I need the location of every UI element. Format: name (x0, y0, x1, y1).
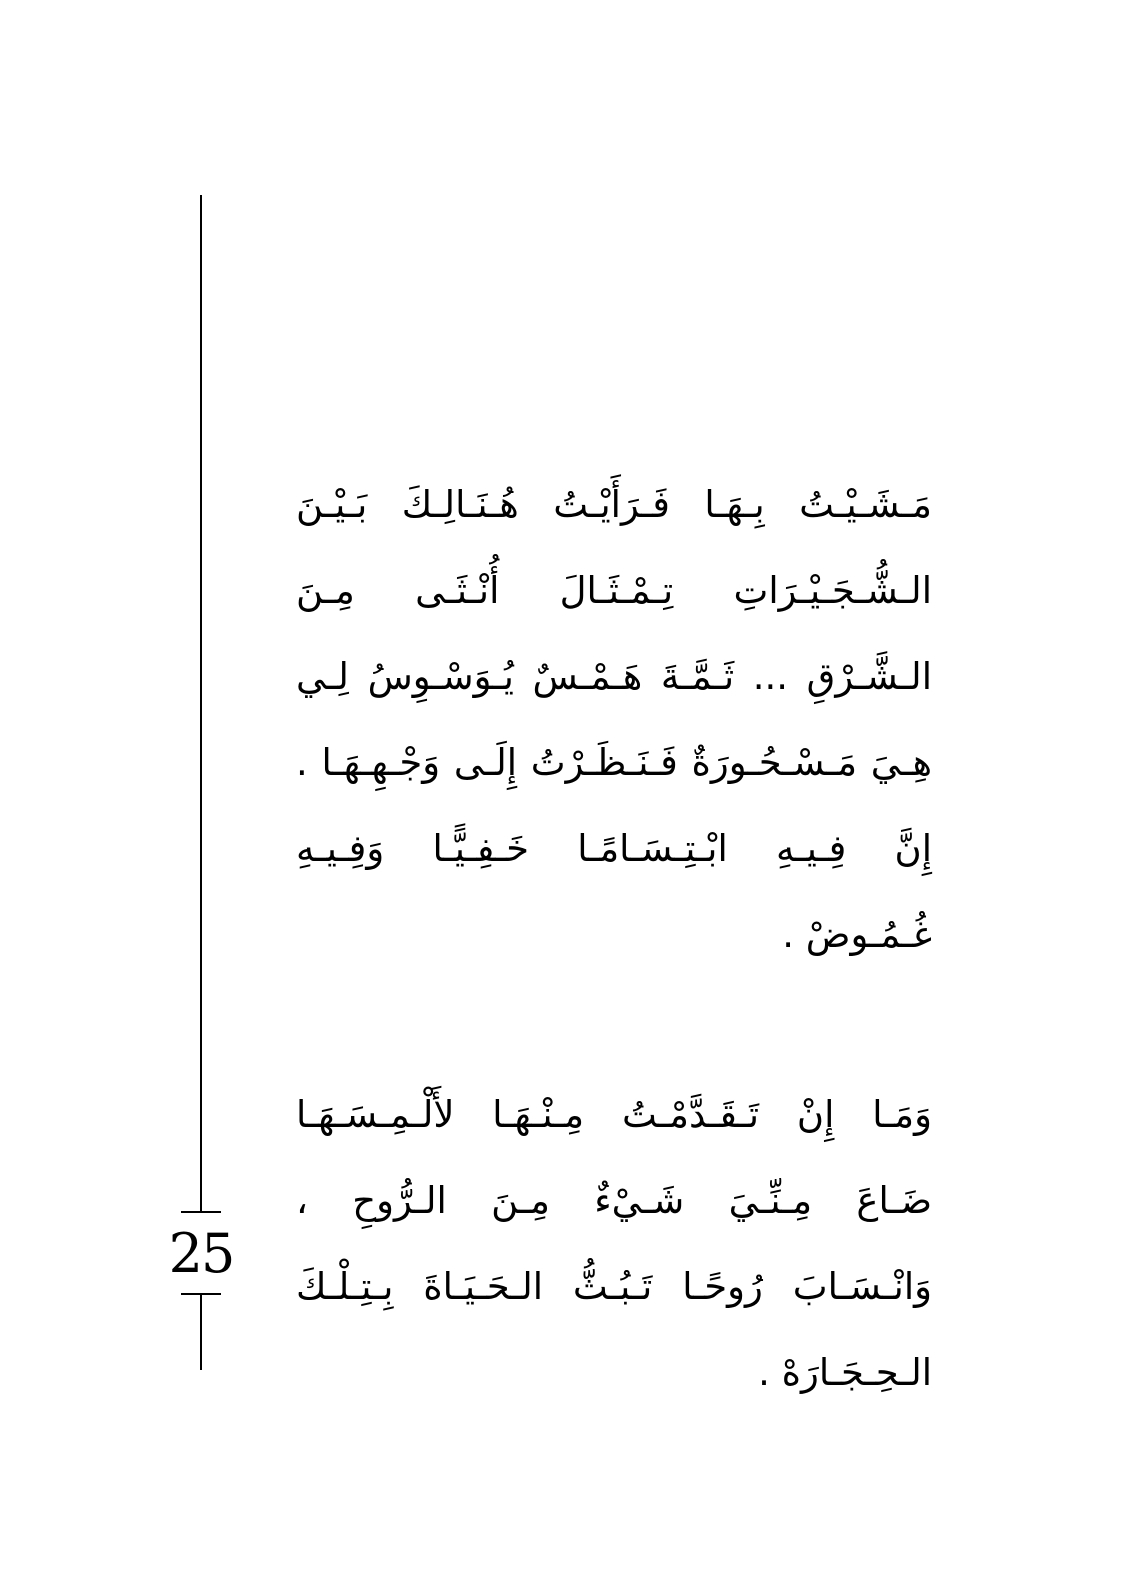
margin-rule-lower (200, 1294, 202, 1370)
text-line: غُـمُـوضْ . (782, 913, 932, 956)
page-number-rule-top (181, 1211, 221, 1213)
paragraph-2 (296, 1072, 932, 1416)
text-line: وَمَـا إِنْ تَـقَـدَّمْـتُ مِـنْـهَـا لأَلْـمِـسَـهَـا (296, 1093, 932, 1136)
paragraph-1 (296, 462, 932, 978)
text-line: الـشَّـرْقِ ... ثَـمَّـةَ هَـمْـسٌ يُـوَسْـوِسُ لِـي (296, 655, 932, 698)
margin-rule-upper (200, 195, 202, 1212)
text-line: هِـيَ مَـسْـحُـورَةٌ فَـنَـظَـرْتُ إِلَـى وَجْـهِـهَـا . (296, 741, 932, 784)
text-line: وَانْـسَـابَ رُوحًـا تَـبُـثُّ الـحَـيَـاةَ بِـتِـلْـكَ (296, 1265, 932, 1308)
text-line: الـحِـجَـارَهْ . (758, 1351, 932, 1394)
text-line: ضَـاعَ مِـنِّـيَ شَـيْءٌ مِـنَ الـرُّوحِ ، (296, 1179, 932, 1222)
page-number: 25 (168, 1222, 234, 1285)
text-line: إِنَّ فِـيـهِ ابْـتِـسَـامًـا خَـفِـيًّـا وَفِـيـهِ (296, 827, 932, 870)
text-line: مَـشَـيْـتُ بِـهَـا فَـرَأَيْـتُ هُـنَـالِـكَ بَـيْـنَ (296, 483, 932, 526)
text-line: الـشُّـجَـيْـرَاتِ تِـمْـثَـالَ أُنْـثَـى مِـنَ (296, 569, 932, 612)
